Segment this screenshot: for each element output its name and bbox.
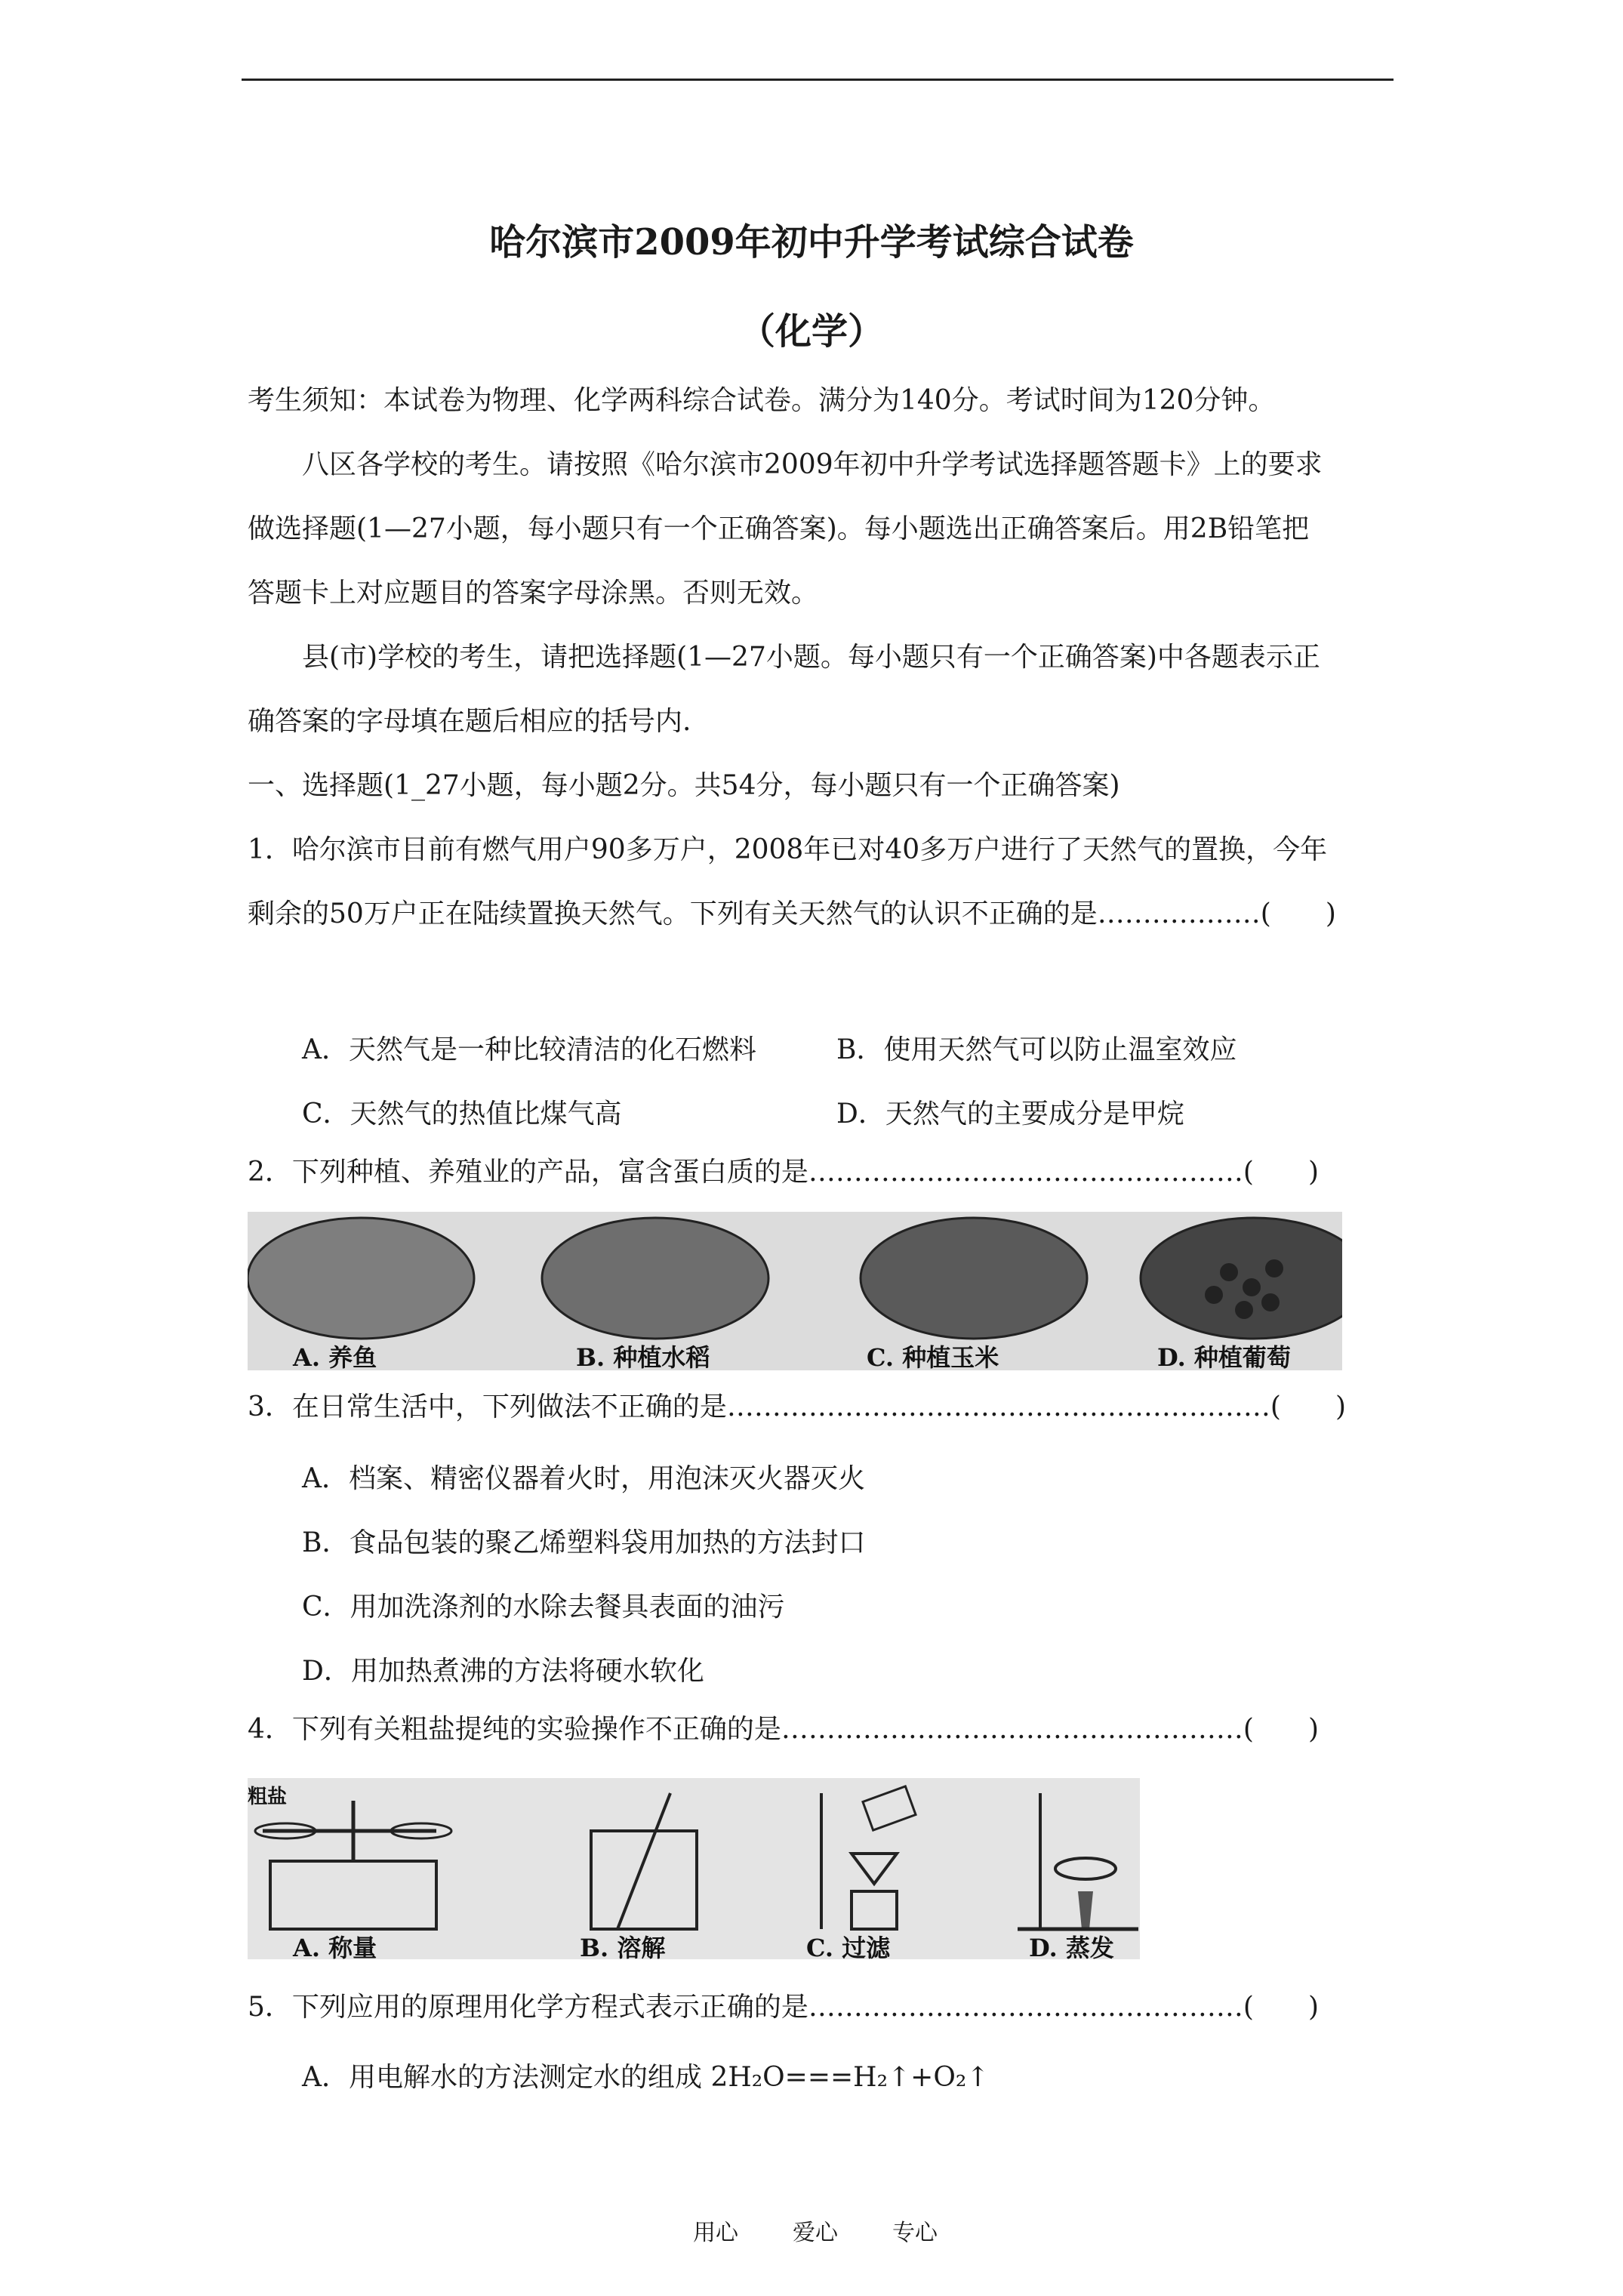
q5-stem: 5．下列应用的原理用化学方程式表示正确的是…………………………………………( ) [248,1992,1319,2023]
q4-figure [248,1778,1140,1959]
q1-option-c: C．天然气的热值比煤气高 [302,1099,622,1130]
notice-para2-line2: 做选择题(1—27小题，每小题只有一个正确答案)。每小题选出正确答案后。用2B铅笔把 [248,513,1310,544]
q4-label-b: B. 溶解 [580,1934,666,1959]
q2-figure [248,1212,1342,1370]
footer-word-1: 用心 [693,2220,738,2246]
section-heading: 一、选择题(1_27小题，每小题2分。共54分，每小题只有一个正确答案) [248,770,1120,801]
q3-option-b: B．食品包装的聚乙烯塑料袋用加热的方法封口 [302,1527,866,1558]
q1-option-a: A．天然气是一种比较清洁的化石燃料 [302,1034,756,1065]
notice-line-1: 考生须知：本试卷为物理、化学两科综合试卷。满分为140分。考试时间为120分钟。 [248,385,1276,416]
q3-option-c: C．用加洗涤剂的水除去餐具表面的油污 [302,1592,785,1623]
q4-stem: 4．下列有关粗盐提纯的实验操作不正确的是……………………………………………( ) [248,1714,1319,1745]
footer-word-3: 专心 [892,2220,938,2246]
page-subtitle: （化学） [738,310,884,353]
q1-stem-line1: 1．哈尔滨市目前有燃气用户90多万户，2008年已对40多万户进行了天然气的置换，今年 [248,834,1328,865]
q5-option-a: A．用电解水的方法测定水的组成 2H₂O===H₂↑+O₂↑ [302,2062,990,2093]
q3-stem: 3．在日常生活中，下列做法不正确的是……………………………………………………( ) [248,1391,1346,1422]
notice-para2-line1: 八区各学校的考生。请按照《哈尔滨市2009年初中升学考试选择题答题卡》上的要求 [302,449,1323,480]
q1-option-b: B．使用天然气可以防止温室效应 [836,1034,1237,1065]
page-title: 哈尔滨市2009年初中升学考试综合试卷 [489,221,1134,264]
q4-label-a: A. 称量 [293,1934,377,1959]
q2-label-a: A. 养鱼 [293,1343,377,1370]
q4-label-d: D. 蒸发 [1029,1934,1114,1959]
q2-stem: 2．下列种植、养殖业的产品，富含蛋白质的是…………………………………………( ) [248,1157,1319,1188]
q2-label-d: D. 种植葡萄 [1157,1343,1291,1370]
q4-tag-salt: 粗盐 [248,1786,288,1808]
q3-option-d: D．用加热煮沸的方法将硬水软化 [302,1656,704,1687]
q3-option-a: A．档案、精密仪器着火时，用泡沫灭火器灭火 [302,1463,865,1494]
footer-word-2: 爱心 [793,2220,838,2246]
q1-stem-line2: 剩余的50万户正在陆续置换天然气。下列有关天然气的认识不正确的是………………( ) [248,898,1336,929]
notice-para3-line1: 县(市)学校的考生，请把选择题(1—27小题。每小题只有一个正确答案)中各题表示正 [302,642,1320,673]
q1-option-d: D．天然气的主要成分是甲烷 [836,1099,1184,1130]
notice-para2-line3: 答题卡上对应题目的答案字母涂黑。否则无效。 [248,578,819,609]
header-rule [242,79,1394,81]
q2-label-b: B. 种植水稻 [576,1343,710,1370]
notice-para3-line2: 确答案的字母填在题后相应的括号内. [248,706,691,737]
q2-label-c: C. 种植玉米 [867,1343,999,1370]
q4-label-c: C. 过滤 [806,1934,891,1959]
